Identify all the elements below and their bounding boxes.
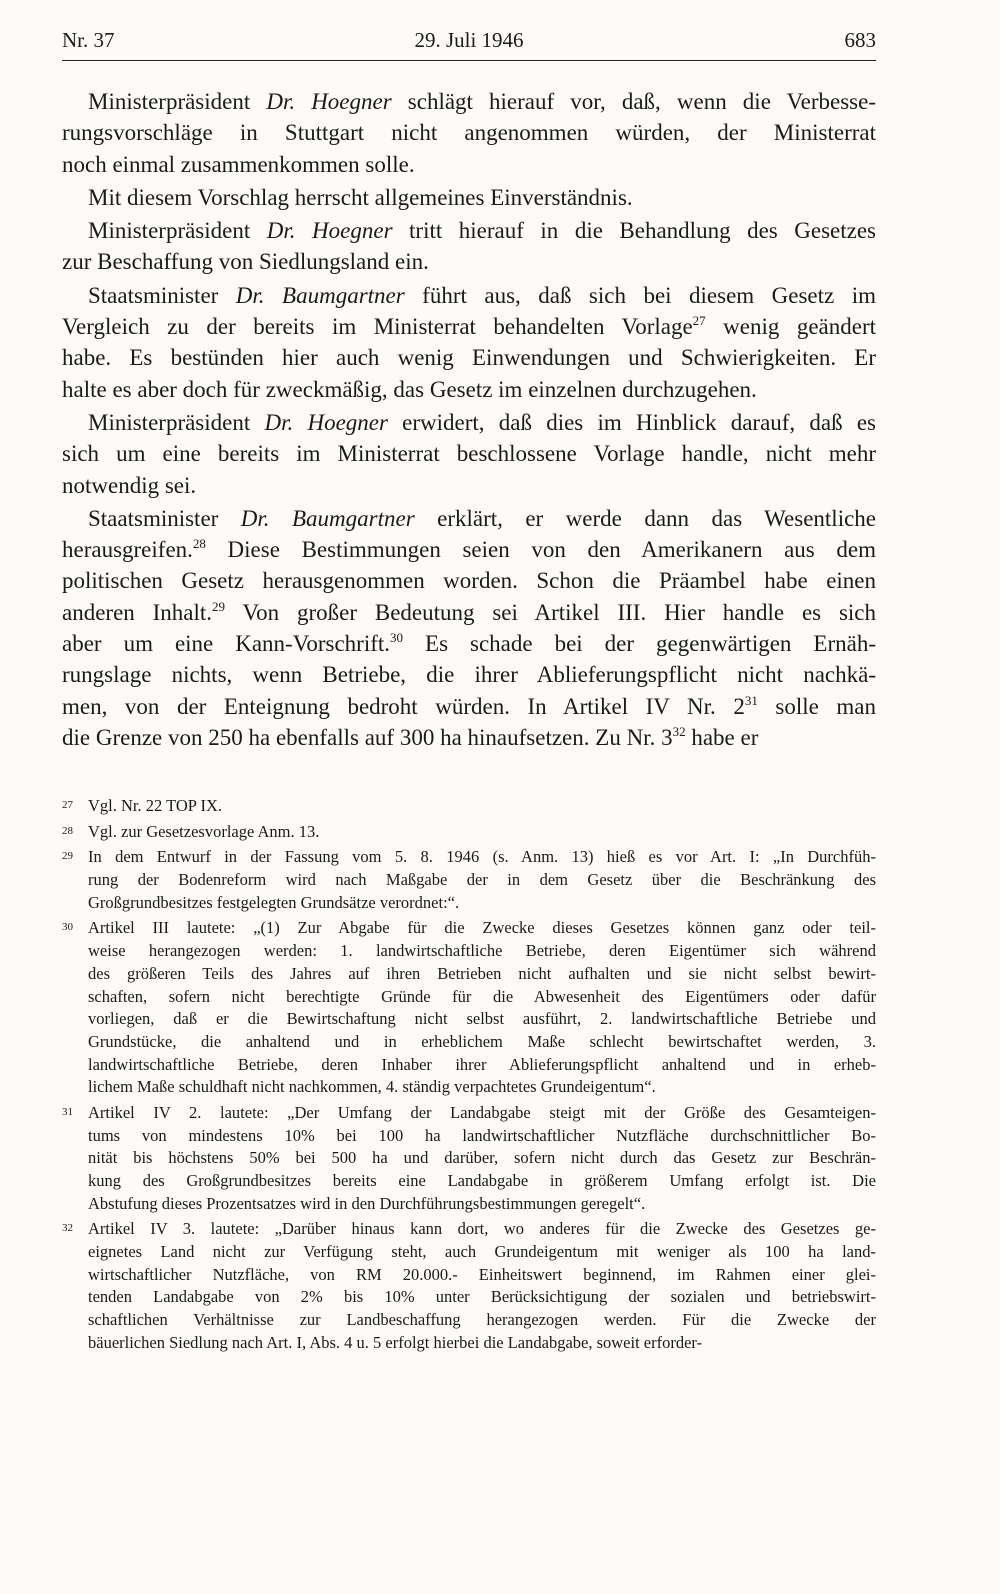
footnote-line: Grundstücke, die anhaltend und in erheblichem Maße schlecht bewirtschaftet werden, 3. bbox=[88, 1031, 876, 1051]
footnote-line: Vgl. Nr. 22 TOP IX. bbox=[88, 796, 222, 815]
paragraph bbox=[62, 86, 876, 180]
footnote bbox=[62, 1102, 876, 1215]
text-run: führt aus, daß sich bei diesem Gesetz im bbox=[404, 282, 876, 308]
footnote-ref: 27 bbox=[692, 313, 706, 329]
text-line bbox=[62, 117, 876, 148]
footnote-number: 29 bbox=[62, 850, 73, 863]
text-line bbox=[62, 149, 876, 180]
text-line bbox=[62, 246, 876, 277]
footnote-ref: 29 bbox=[212, 598, 226, 614]
paragraph bbox=[62, 280, 876, 405]
text-run: men, von der Enteignung bedroht würden. In Artikel IV Nr. 2 bbox=[62, 693, 745, 719]
speaker-name: Dr. Baumgartner bbox=[235, 282, 405, 308]
footnote-line: schaftlichen Verhältnisse zur Landbeschaffung herangezogen werden. Für die Zwecke der bbox=[88, 1310, 876, 1330]
text-run: notwendig sei. bbox=[62, 472, 197, 498]
paragraph bbox=[62, 182, 876, 213]
footnote-line: des größeren Teils des Jahres auf ihren Betrieben nicht aufhalten und sie nicht selbst bewirt- bbox=[88, 963, 876, 983]
text-run: habe er bbox=[685, 724, 759, 750]
footnote-line: Artikel III lautete: „(1) Zur Abgabe für die Zwecke dieses Gesetzes können ganz oder teil- bbox=[88, 918, 876, 938]
text-run: sich um eine bereits im Ministerrat beschlossene Vorlage handle, nicht mehr bbox=[62, 441, 876, 467]
footnote-number: 28 bbox=[62, 824, 73, 837]
text-run: wenig geändert bbox=[705, 314, 876, 340]
footnote bbox=[62, 1218, 876, 1354]
text-line bbox=[62, 470, 876, 501]
text-line bbox=[62, 215, 876, 246]
footnote-line: lichem Maße schuldhaft nicht nachkommen, 4. ständig verpachtetes Grundeigentum“. bbox=[88, 1077, 656, 1097]
text-line bbox=[62, 628, 876, 659]
footnote-line: Abstufung dieses Prozentsatzes wird in den Durchführungsbestimmungen geregelt“. bbox=[88, 1193, 646, 1213]
text-line bbox=[62, 659, 876, 690]
text-run: Es schade bei der gegenwärtigen Ernäh- bbox=[403, 631, 876, 657]
footnote-number: 32 bbox=[62, 1222, 73, 1235]
text-run: tritt hierauf in die Behandlung des Gesetzes bbox=[392, 218, 876, 244]
paragraph bbox=[62, 215, 876, 278]
page-number: 683 bbox=[844, 28, 876, 52]
text-run: Vergleich zu der bereits im Ministerrat behandelten Vorlage bbox=[62, 314, 693, 340]
footnote-line: eignetes Land nicht zur Verfügung steht, auch Grundeigentum mit weniger als 100 ha land- bbox=[88, 1242, 876, 1262]
footnotes-section bbox=[62, 795, 876, 1358]
text-line bbox=[62, 503, 876, 534]
text-line bbox=[62, 691, 876, 722]
footnote bbox=[62, 846, 876, 914]
footnote-line: tums von mindestens 10% bei 100 ha landwirtschaftlicher Nutzfläche durchschnittlicher Bo- bbox=[88, 1125, 876, 1145]
footnote-line: Artikel IV 3. lautete: „Darüber hinaus kann dort, wo anderes für die Zwecke des Gesetzes ge- bbox=[88, 1219, 876, 1239]
footnote-line: rung der Bodenreform wird nach Maßgabe der in dem Gesetz über die Beschränkung des bbox=[88, 870, 876, 890]
text-line bbox=[62, 438, 876, 469]
footnote-line: weise herangezogen werden: 1. landwirtschaftliche Betriebe, deren Eigentümer sich während bbox=[88, 941, 876, 961]
footnote-line: wirtschaftlicher Nutzfläche, von RM 20.000.- Einheitswert beginnend, im Rahmen einer glei- bbox=[88, 1264, 876, 1284]
text-run: schlägt hierauf vor, daß, wenn die Verbesse- bbox=[391, 89, 876, 114]
text-line bbox=[62, 342, 876, 373]
document-number: Nr. 37 bbox=[62, 28, 115, 52]
footnote-number: 31 bbox=[62, 1105, 73, 1118]
text-run: Von großer Bedeutung sei Artikel III. Hier handle es sich bbox=[225, 599, 876, 625]
speaker-name: Dr. Hoegner bbox=[266, 89, 392, 114]
text-run: erwidert, daß dies im Hinblick darauf, daß es bbox=[387, 409, 876, 435]
text-run: die Grenze von 250 ha ebenfalls auf 300 ha hinaufsetzen. Zu Nr. 3 bbox=[62, 724, 673, 750]
text-line bbox=[62, 86, 876, 117]
footnote-number: 27 bbox=[62, 799, 73, 811]
text-line bbox=[62, 182, 876, 213]
text-run: Staatsminister bbox=[88, 505, 241, 531]
footnote-ref: 28 bbox=[192, 536, 206, 552]
footnote-line: schaften, sofern nicht berechtigte Gründe für die Abwesenheit des Eigentümers oder dafür bbox=[88, 986, 876, 1006]
text-run: noch einmal zusammenkommen solle. bbox=[62, 151, 415, 177]
text-run: zur Beschaffung von Siedlungsland ein. bbox=[62, 249, 429, 275]
footnote-line: In dem Entwurf in der Fassung vom 5. 8. 1946 (s. Anm. 13) hieß es vor Art. I: „In Durchfüh- bbox=[88, 847, 876, 867]
text-line bbox=[62, 597, 876, 628]
text-line bbox=[62, 280, 876, 311]
footnote bbox=[62, 795, 876, 818]
text-line bbox=[62, 407, 876, 438]
paragraph bbox=[62, 407, 876, 501]
text-line bbox=[62, 311, 876, 342]
running-header bbox=[62, 22, 876, 61]
speaker-name: Dr. Hoegner bbox=[264, 409, 388, 435]
paragraph bbox=[62, 503, 876, 753]
footnote-line: kung des Großgrundbesitzes bereits eine Landabgabe in größerem Umfang erfolgt ist. Die bbox=[88, 1171, 876, 1190]
footnote-line: nität bis höchstens 50% bei 500 ha und darüber, sofern nicht durch das Gesetz zur Beschrän- bbox=[88, 1148, 876, 1168]
text-run: politischen Gesetz herausgenommen worden. Schon die Präambel habe einen bbox=[62, 568, 876, 594]
text-run: rungslage nichts, wenn Betriebe, die ihrer Ablieferungspflicht nicht nachkä- bbox=[62, 662, 876, 688]
footnote-line: Großgrundbesitzes festgelegten Grundsätze verordnet:“. bbox=[88, 892, 460, 912]
text-run: Ministerpräsident bbox=[88, 218, 267, 244]
text-run: aber um eine Kann-Vorschrift. bbox=[62, 631, 391, 657]
footnote bbox=[62, 917, 876, 1099]
text-run: halte es aber doch für zweckmäßig, das Gesetz im einzelnen durchzugehen. bbox=[62, 376, 757, 402]
text-line bbox=[62, 722, 876, 753]
text-run: Ministerpräsident bbox=[88, 409, 265, 435]
footnote-number: 30 bbox=[62, 921, 73, 934]
speaker-name: Dr. Hoegner bbox=[266, 218, 393, 244]
footnote-ref: 31 bbox=[744, 692, 758, 708]
footnote-line: landwirtschaftliche Betriebe, deren Inhaber ihrer Ablieferungspflicht anhaltend und in erheb- bbox=[88, 1054, 876, 1074]
text-run: Ministerpräsident bbox=[88, 89, 267, 114]
text-run: Mit diesem Vorschlag herrscht allgemeines Einverständnis. bbox=[88, 184, 633, 210]
text-run: solle man bbox=[757, 693, 876, 719]
speaker-name: Dr. Baumgartner bbox=[240, 505, 415, 531]
footnote-line: bäuerlichen Siedlung nach Art. I, Abs. 4 u. 5 erfolgt hierbei die Landabgabe, soweit erforder- bbox=[88, 1332, 703, 1352]
footnote-line: Artikel IV 2. lautete: „Der Umfang der Landabgabe steigt mit der Größe des Gesamteigen- bbox=[88, 1102, 876, 1122]
text-run: herausgreifen. bbox=[62, 537, 193, 563]
footnote bbox=[62, 821, 876, 844]
footnote-line: tenden Landabgabe von 2% bis 10% unter Berücksichtigung der sozialen und betriebswirt- bbox=[88, 1287, 876, 1307]
main-text bbox=[62, 86, 876, 755]
footnote-ref: 30 bbox=[390, 630, 404, 646]
footnote-line: vorliegen, daß er die Bewirtschaftung nicht selbst ausführt, 2. landwirtschaftliche Betriebe und bbox=[88, 1009, 876, 1029]
text-line bbox=[62, 565, 876, 596]
text-run: Diese Bestimmungen seien von den Amerikanern aus dem bbox=[205, 537, 876, 563]
text-line bbox=[62, 374, 876, 405]
text-run: rungsvorschläge in Stuttgart nicht angenommen würden, der Ministerrat bbox=[62, 120, 876, 146]
footnote-ref: 32 bbox=[672, 723, 686, 739]
text-run: erklärt, er werde dann das Wesentliche bbox=[414, 505, 877, 531]
document-date: 29. Juli 1946 bbox=[414, 28, 524, 52]
footnote-line: Vgl. zur Gesetzesvorlage Anm. 13. bbox=[88, 821, 320, 841]
text-run: Staatsminister bbox=[88, 282, 236, 308]
text-run: anderen Inhalt. bbox=[62, 599, 213, 625]
text-line bbox=[62, 534, 876, 565]
text-run: habe. Es bestünden hier auch wenig Einwendungen und Schwierigkeiten. Er bbox=[62, 345, 876, 371]
